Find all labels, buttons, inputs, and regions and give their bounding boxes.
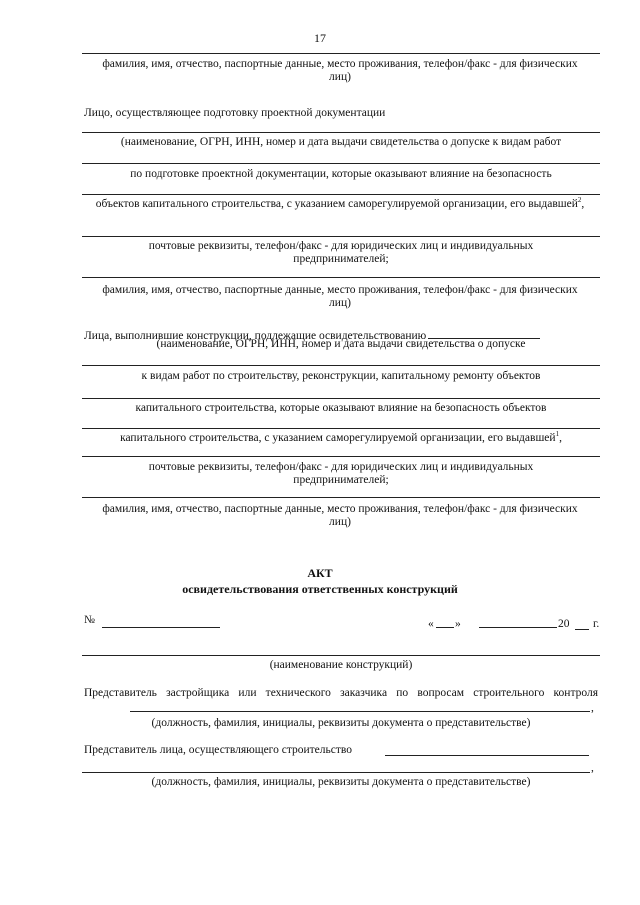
builders-caption-2: к видам работ по строительству, реконструкции, капитальному ремонту объектов xyxy=(141,370,541,382)
act-number-field[interactable] xyxy=(102,627,220,628)
builders-caption-4: капитального строительства, с указанием саморегулируемой организации, его выдавшей$^1$, xyxy=(120,430,562,444)
act-year-field[interactable] xyxy=(575,629,589,630)
act-subtitle: освидетельствования ответственных конструкций xyxy=(182,582,458,596)
builders-caption-3: капитального строительства, которые оказывают влияние на безопасность объектов xyxy=(135,402,547,414)
act-number-label: № xyxy=(84,614,95,626)
fill-line xyxy=(82,365,600,366)
page-number: 17 xyxy=(314,31,326,45)
fill-line xyxy=(82,132,600,133)
quote-close: » xyxy=(455,618,461,630)
builders-caption-1: (наименование, ОГРН, ИНН, номер и дата выдачи свидетельства о допуске xyxy=(156,338,526,350)
fill-line xyxy=(82,53,600,54)
rep-builder-label: Представитель лица, осуществляющего строительство xyxy=(84,744,353,756)
caption-physical-persons: фамилия, имя, отчество, паспортные данные, место проживания, телефон/факс - для физических лиц) xyxy=(102,58,578,83)
builders-caption-5: почтовые реквизиты, телефон/факс - для юридических лиц и индивидуальных предпринимателей; xyxy=(148,461,534,486)
act-day-field[interactable] xyxy=(436,627,454,628)
rep-customer-end: , xyxy=(591,702,594,714)
rep-customer-label: Представитель застройщика или технического заказчика по вопросам строительного контроля xyxy=(84,687,598,699)
builders-caption-6: фамилия, имя, отчество, паспортные данные, место проживания, телефон/факс - для физических лиц) xyxy=(102,503,578,528)
year-prefix: 20 xyxy=(558,618,570,630)
designer-caption-2: по подготовке проектной документации, которые оказывают влияние на безопасность xyxy=(130,168,552,180)
constructions-field[interactable] xyxy=(82,655,600,656)
quote-open: « xyxy=(428,618,434,630)
designer-caption-1: (наименование, ОГРН, ИНН, номер и дата выдачи свидетельства о допуске к видам работ xyxy=(120,136,562,148)
fill-line xyxy=(82,236,600,237)
rep-customer-caption: (должность, фамилия, инициалы, реквизиты документа о представительстве) xyxy=(151,717,531,729)
rep-builder-field[interactable] xyxy=(385,755,589,756)
rep-builder-end: , xyxy=(591,762,594,774)
designer-label: Лицо, осуществляющее подготовку проектной документации xyxy=(84,107,386,119)
rep-customer-field[interactable] xyxy=(130,711,590,712)
year-suffix: г. xyxy=(593,618,600,630)
fill-line xyxy=(82,497,600,498)
fill-line xyxy=(82,194,600,195)
constructions-caption: (наименование конструкций) xyxy=(269,659,413,671)
fill-line xyxy=(82,277,600,278)
fill-line xyxy=(82,428,600,429)
act-title: АКТ xyxy=(307,566,333,580)
rep-builder-caption: (должность, фамилия, инициалы, реквизиты документа о представительстве) xyxy=(151,776,531,788)
rep-builder-field-2[interactable] xyxy=(82,772,590,773)
fill-line xyxy=(82,398,600,399)
builders-label: Лица, выполнившие конструкции, подлежащие освидетельствованию xyxy=(84,327,540,343)
designer-caption-4: почтовые реквизиты, телефон/факс - для юридических лиц и индивидуальных предпринимателей; xyxy=(148,240,534,265)
act-month-field[interactable] xyxy=(479,627,557,628)
fill-line xyxy=(82,456,600,457)
fill-line xyxy=(82,163,600,164)
designer-caption-5: фамилия, имя, отчество, паспортные данные, место проживания, телефон/факс - для физических лиц) xyxy=(102,284,578,309)
designer-caption-3: объектов капитального строительства, с указанием саморегулируемой организации, его выдавшей$^2$, xyxy=(95,196,585,210)
